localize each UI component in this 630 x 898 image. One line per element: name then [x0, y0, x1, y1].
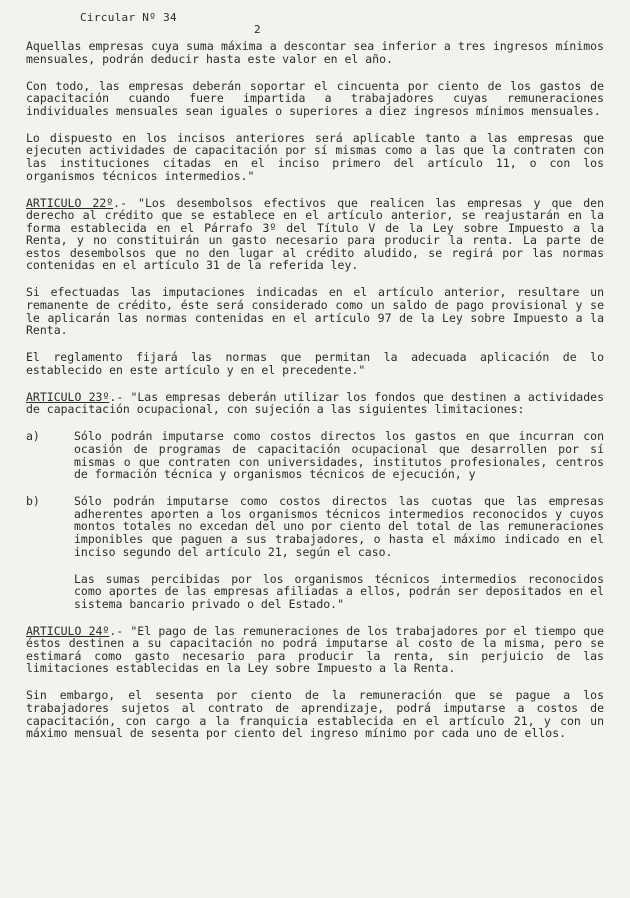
article-22-text: .- "Los desembolsos efectivos que realicen las empresas y que den derecho al crédito que se establece en el artículo anterior, se reajustarán en la forma establecida en el Párrafo 3º del Título V de la Ley sobre Impuesto a la Renta, y no constituirán un gasto necesario para producir la renta. La parte de estos desembolsos que no den lugar al crédito aludido, se regirá por las normas contenidas en el artículo 31 de la referida ley. — [26, 195, 604, 273]
paragraph-apprenticeship: Sin embargo, el sesenta por ciento de la remuneración que se pague a los trabajadores sujetos al contrato de aprendizaje, podrá imputarse a costos de capacitación, con cargo a la franquicia establecida en el artículo 21, y con un máximo mensual de sesenta por ciento del ingreso mínimo por cada uno de ellos. — [26, 688, 604, 741]
article-24-heading: ARTICULO 24º — [26, 623, 110, 638]
list-item-b-label: b) — [26, 494, 40, 509]
document-body — [26, 40, 604, 754]
list-item-b-text: Sólo podrán imputarse como costos directos las cuotas que las empresas adherentes aporten a los organismos técnicos intermedios reconocidos y cuyos montos totales no excedan del uno por ciento del total de las remuneraciones imponibles que paguen a sus trabajadores, o hasta el máximo indicado en el inciso segundo del artículo 21, según el caso. — [74, 494, 604, 559]
article-23-text: .- "Las empresas deberán utilizar los fondos que destinen a actividades de capacitación ocupacional, con sujeción a las siguientes limitaciones: — [26, 389, 604, 417]
list-item-b — [26, 495, 604, 558]
article-22 — [26, 197, 604, 273]
article-22-heading: ARTICULO 22º — [26, 195, 114, 210]
list-item-a-text: Sólo podrán imputarse como costos directos los gastos en que incurran con ocasión de programas de capacitación ocupacional que desarrollen por sí mismas o que contraten con universidades, institutos profesionales, centros de formación técnica y organismos técnicos de ejecución, y — [74, 429, 604, 482]
list-item-b-subparagraph: Las sumas percibidas por los organismos técnicos intermedios reconocidos como aportes de las empresas afiliadas a ellos, podrán ser depositados en el sistema bancario privado o del Estado." — [74, 571, 604, 611]
paragraph-regulation: El reglamento fijará las normas que permitan la adecuada aplicación de lo establecido en este artículo y en el precedente." — [26, 350, 604, 377]
list-item-a-label: a) — [26, 429, 40, 444]
paragraph-max-deduction: Aquellas empresas cuya suma máxima a descontar sea inferior a tres ingresos mínimos mensuales, podrán deducir hasta este valor en el año. — [26, 39, 604, 66]
paragraph-applicability: Lo dispuesto en los incisos anteriores será aplicable tanto a las empresas que ejecuten actividades de capacitación por sí mismas como a las que la contraten con las instituciones citadas en el inciso primero del artículo 11, o con los organismos técnicos intermedios." — [26, 130, 604, 183]
list-item-a — [26, 430, 604, 480]
paragraph-credit-remainder: Si efectuadas las imputaciones indicadas en el artículo anterior, resultare un remanente de crédito, éste será considerado como un saldo de pago provisional y se le aplicarán las normas contenidas en el artículo 97 de la Ley sobre Impuesto a la Renta. — [26, 285, 604, 338]
page-number: 2 — [254, 23, 261, 36]
paragraph-fifty-percent: Con todo, las empresas deberán soportar el cincuenta por ciento de los gastos de capacitación cuando fuere impartida a trabajadores cuyas remuneraciones individuales mensuales sean iguales o superiores a diez ingresos mínimos mensuales. — [26, 78, 604, 118]
article-24 — [26, 625, 604, 675]
article-23 — [26, 391, 604, 416]
article-23-heading: ARTICULO 23º — [26, 389, 110, 404]
circular-reference: Circular Nº 34 — [80, 11, 177, 24]
article-24-text: .- "El pago de las remuneraciones de los trabajadores por el tiempo que éstos destinen a su capacitación no podrá imputarse al costo de la misma, pero se estimará como gasto necesario para producir la renta, sin perjuicio de las limitaciones establecidas en la Ley sobre Impuesto a la Renta. — [26, 623, 604, 676]
